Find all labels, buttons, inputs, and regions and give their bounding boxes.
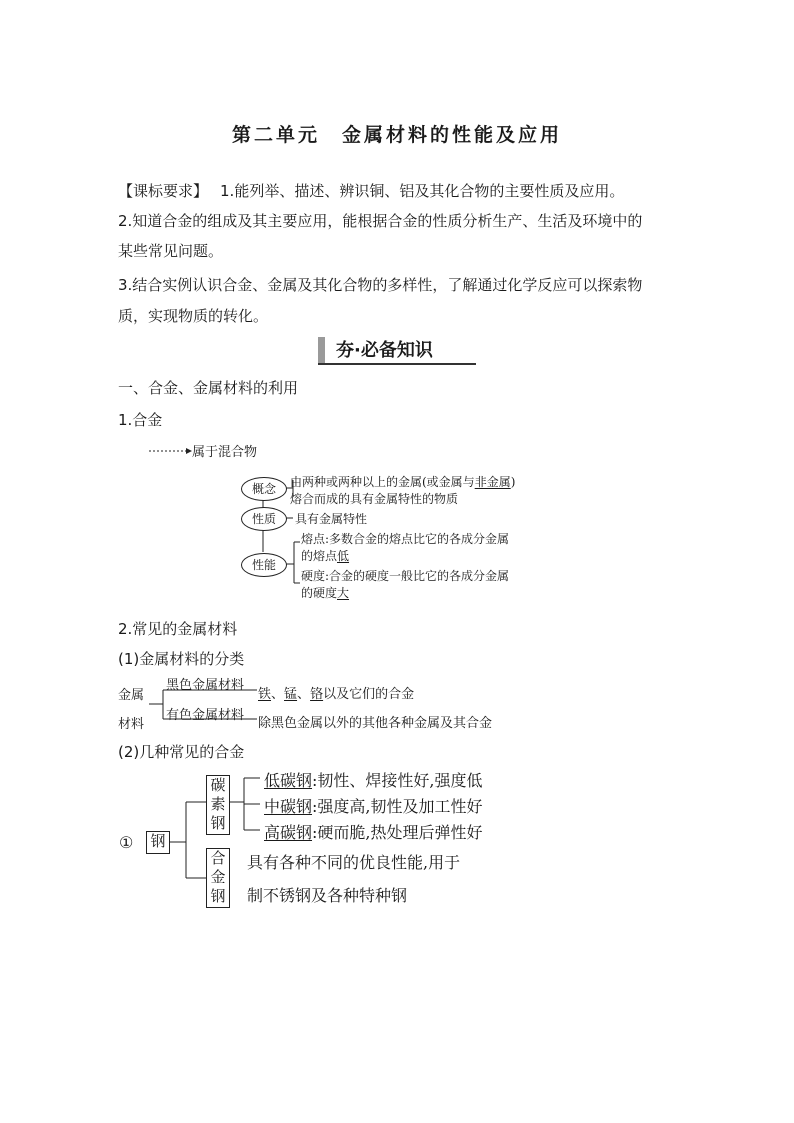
requirements-tag: 【课标要求】 bbox=[118, 182, 209, 200]
banner-text: 夯·必备知识 bbox=[336, 340, 433, 361]
ferrous-sep-2: 、 bbox=[297, 687, 311, 702]
item-number: ① bbox=[119, 833, 134, 852]
classification-root-line-2: 材料 bbox=[118, 717, 145, 732]
carbon-steel-box bbox=[206, 775, 230, 835]
high-carbon-steel bbox=[264, 820, 483, 843]
melting-point-text: 的熔点 bbox=[301, 549, 338, 563]
classification-root-line-1: 金属 bbox=[118, 688, 145, 703]
alloy-steel-desc-line-1: 具有各种不同的优良性能,用于 bbox=[247, 853, 461, 872]
requirement-item-3-line-2: 质，实现物质的转化。 bbox=[118, 307, 269, 325]
concept-line-2: 熔合而成的具有金属特性的物质 bbox=[290, 492, 459, 506]
concept-line-1 bbox=[290, 473, 515, 490]
melting-point-line-1: 熔点:多数合金的熔点比它的各成分金属 bbox=[301, 532, 510, 546]
alloy-steel-char-1: 合 bbox=[210, 849, 226, 867]
requirement-item-2-line-1: 2.知道合金的组成及其主要应用，能根据合金的性质分析生产、生活及环境中的 bbox=[118, 212, 643, 230]
alloy-steel-box bbox=[206, 848, 230, 908]
ferrous-manganese: 锰 bbox=[284, 687, 298, 702]
carbon-steel-char-2: 素 bbox=[210, 795, 226, 813]
alloy-steel-char-3: 钢 bbox=[210, 887, 226, 905]
carbon-steel-char-3: 钢 bbox=[210, 814, 226, 832]
hardness-line-2 bbox=[301, 584, 349, 601]
hardness-answer: 大 bbox=[337, 586, 350, 600]
subheading-classification: (1)金属材料的分类 bbox=[118, 650, 245, 668]
medium-carbon-label: 中碳钢 bbox=[264, 797, 313, 816]
medium-carbon-steel bbox=[264, 794, 483, 817]
medium-carbon-desc: :强度高,韧性及加工性好 bbox=[312, 797, 483, 816]
section-heading-1: 一、合金、金属材料的利用 bbox=[118, 379, 299, 397]
subheading-common-alloys: (2)几种常见的合金 bbox=[118, 743, 245, 761]
subheading-metal-materials: 2.常见的金属材料 bbox=[118, 620, 238, 638]
alloy-steel-desc-line-2: 制不锈钢及各种特种钢 bbox=[247, 886, 408, 905]
property-oval: 性质 bbox=[241, 507, 287, 531]
low-carbon-label: 低碳钢 bbox=[264, 771, 313, 790]
melting-point-line-2 bbox=[301, 547, 349, 564]
hardness-text: 的硬度 bbox=[301, 586, 338, 600]
low-carbon-desc: :韧性、焊接性好,强度低 bbox=[312, 771, 483, 790]
requirement-item-3-line-1: 3.结合实例认识合金、金属及其化合物的多样性，了解通过化学反应可以探索物 bbox=[118, 276, 643, 294]
performance-oval: 性能 bbox=[241, 553, 287, 577]
concept-text-c: ) bbox=[510, 475, 516, 489]
high-carbon-label: 高碳钢 bbox=[264, 823, 313, 842]
nonferrous-label: 有色金属材料 bbox=[166, 708, 245, 723]
low-carbon-steel bbox=[264, 768, 483, 791]
ferrous-tail: 以及它们的合金 bbox=[323, 687, 415, 702]
ferrous-iron: 铁 bbox=[258, 687, 272, 702]
ferrous-label: 黑色金属材料 bbox=[166, 678, 245, 693]
subheading-alloy: 1.合金 bbox=[118, 411, 163, 429]
hardness-line-1: 硬度:合金的硬度一般比它的各成分金属 bbox=[301, 569, 510, 583]
requirement-item-1: 1.能列举、描述、辨识铜、铝及其化合物的主要性质及应用。 bbox=[220, 182, 625, 200]
steel-box: 钢 bbox=[146, 831, 170, 854]
high-carbon-desc: :硬而脆,热处理后弹性好 bbox=[312, 823, 483, 842]
concept-text-nonmetal: 非金属 bbox=[474, 475, 511, 489]
page-title: 第二单元 金属材料的性能及应用 bbox=[231, 124, 562, 146]
concept-text-a: 由两种或两种以上的金属(或金属与 bbox=[290, 475, 475, 489]
ferrous-description bbox=[258, 683, 414, 702]
carbon-steel-char-1: 碳 bbox=[210, 776, 226, 794]
nonferrous-description: 除黑色金属以外的其他各种金属及其合金 bbox=[258, 716, 493, 731]
ferrous-chromium: 铬 bbox=[310, 687, 324, 702]
arrow-label: 属于混合物 bbox=[192, 445, 258, 460]
concept-oval: 概念 bbox=[241, 477, 287, 501]
melting-point-answer: 低 bbox=[337, 549, 350, 563]
ferrous-sep-1: 、 bbox=[271, 687, 285, 702]
requirement-item-2-line-2: 某些常见问题。 bbox=[118, 242, 224, 260]
property-text: 具有金属特性 bbox=[295, 512, 368, 526]
alloy-steel-char-2: 金 bbox=[210, 868, 226, 886]
